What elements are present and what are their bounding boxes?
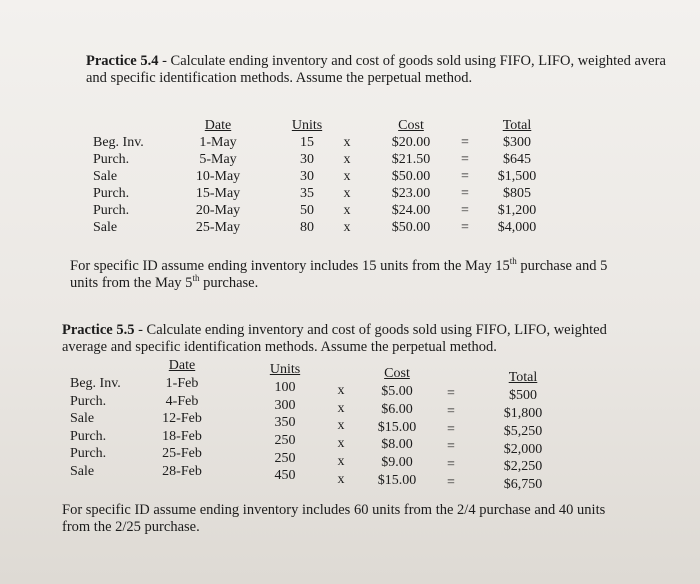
row-label: Purch. (93, 186, 130, 201)
practice-5-5-title: Practice 5.5 (62, 322, 135, 338)
cost-header: Cost (384, 366, 410, 381)
multiply-sign: x (337, 436, 345, 452)
total-cell: $500 (509, 388, 537, 403)
cost-cell: $21.50 (391, 152, 431, 167)
date-header: Date (168, 358, 196, 373)
equals-sign: = (447, 439, 455, 455)
equals-sign: = (447, 457, 455, 473)
row-label: Beg. Inv. (93, 135, 144, 150)
practice-5-5-note (62, 502, 605, 536)
total-cell: $1,200 (497, 203, 537, 218)
date-cell: 12-Feb (162, 411, 202, 427)
multiply-sign: x (343, 203, 351, 218)
units-cell: 80 (300, 220, 314, 235)
total-cell: $805 (503, 186, 531, 201)
row-label: Purch. (93, 203, 130, 218)
cost-cell: $23.00 (391, 186, 431, 201)
cost-cell: $5.00 (381, 384, 413, 399)
total-cell: $1,500 (497, 169, 537, 184)
note-text: For specific ID assume ending inventory includes 15 units from the May 15 (70, 258, 510, 274)
date-cell: 25-May (195, 220, 241, 235)
equals-sign: = (447, 403, 455, 419)
equals-sign: = (447, 475, 455, 490)
practice-5-4-instructions-line2: and specific identification methods. Assume the perpetual method. (86, 70, 473, 86)
practice-5-4-title: Practice 5.4 (86, 53, 159, 69)
note-text: purchase. (199, 275, 259, 291)
note-text: units from the May 5 (70, 275, 193, 291)
equals-sign: = (461, 169, 469, 184)
row-label: Sale (93, 220, 118, 235)
multiply-sign: x (337, 418, 345, 434)
row-label: Purch. (70, 446, 107, 462)
row-label: Beg. Inv. (70, 376, 121, 391)
total-header: Total (502, 118, 532, 133)
date-cell: 20-May (195, 203, 241, 218)
units-cell: 250 (274, 450, 296, 466)
total-cell: $6,750 (503, 477, 543, 493)
units-cell: 450 (274, 468, 296, 484)
date-cell: 1-Feb (165, 376, 199, 391)
ordinal-suffix: th (192, 273, 200, 284)
cost-cell: $8.00 (381, 437, 413, 453)
row-label: Sale (93, 169, 118, 184)
units-cell: 100 (274, 380, 296, 395)
practice-5-4-heading (86, 53, 666, 87)
cost-cell: $6.00 (381, 401, 413, 417)
cost-cell: $9.00 (381, 455, 413, 470)
practice-5-5-heading (62, 322, 607, 356)
total-cell: $2,250 (503, 459, 543, 475)
equals-sign: = (461, 135, 469, 150)
cost-cell: $20.00 (391, 135, 431, 150)
cost-header: Cost (398, 118, 424, 133)
multiply-sign: x (337, 453, 345, 469)
multiply-sign: x (337, 471, 345, 487)
units-cell: 35 (300, 186, 314, 201)
total-cell: $2,000 (503, 441, 543, 457)
units-cell: 50 (300, 203, 314, 218)
date-cell: 4-Feb (165, 393, 199, 409)
cost-cell: $50.00 (391, 220, 431, 235)
date-cell: 15-May (195, 186, 241, 201)
multiply-sign: x (343, 152, 351, 167)
total-cell: $1,800 (503, 405, 543, 421)
units-header: Units (291, 118, 323, 133)
cost-cell: $24.00 (391, 203, 431, 218)
total-cell: $645 (503, 152, 531, 167)
row-label: Sale (70, 411, 95, 427)
total-cell: $4,000 (497, 220, 537, 235)
units-cell: 300 (274, 397, 296, 413)
total-cell: $300 (503, 135, 531, 150)
multiply-sign: x (343, 169, 351, 184)
units-cell: 15 (300, 135, 314, 150)
practice-5-5-instructions-line2: average and specific identification methods. Assume the perpetual method. (62, 339, 497, 355)
multiply-sign: x (343, 186, 351, 201)
units-cell: 250 (274, 432, 296, 448)
row-label: Purch. (70, 428, 107, 444)
date-cell: 25-Feb (162, 446, 202, 462)
cost-cell: $15.00 (377, 472, 417, 488)
equals-sign: = (461, 152, 469, 167)
date-cell: 28-Feb (162, 464, 202, 479)
units-cell: 350 (274, 415, 296, 431)
note-text: purchase and 5 (516, 258, 608, 274)
total-header: Total (508, 370, 538, 385)
cost-cell: $50.00 (391, 169, 431, 184)
date-cell: 10-May (195, 169, 241, 184)
equals-sign: = (461, 220, 469, 235)
equals-sign: = (447, 421, 455, 437)
practice-5-4-instructions: - Calculate ending inventory and cost of goods sold using FIFO, LIFO, weighted avera (158, 53, 666, 69)
multiply-sign: x (343, 135, 351, 150)
date-cell: 5-May (199, 152, 237, 167)
date-cell: 1-May (199, 135, 237, 150)
total-cell: $5,250 (503, 423, 543, 439)
equals-sign: = (461, 203, 469, 218)
date-header: Date (204, 118, 232, 133)
equals-sign: = (461, 186, 469, 201)
note-text: For specific ID assume ending inventory includes 60 units from the 2/4 purchase and 40 units (62, 502, 606, 518)
multiply-sign: x (337, 400, 345, 416)
multiply-sign: x (337, 383, 345, 398)
ordinal-suffix: th (509, 256, 517, 267)
row-label: Purch. (93, 152, 130, 167)
row-label: Sale (70, 464, 95, 479)
multiply-sign: x (343, 220, 351, 235)
cost-cell: $15.00 (377, 419, 417, 435)
units-cell: 30 (300, 152, 314, 167)
units-header: Units (269, 362, 301, 377)
date-cell: 18-Feb (162, 428, 202, 444)
units-cell: 30 (300, 169, 314, 184)
practice-5-4-note (70, 258, 607, 292)
practice-5-5-instructions: - Calculate ending inventory and cost of goods sold using FIFO, LIFO, weighted (134, 322, 607, 338)
equals-sign: = (447, 386, 455, 401)
row-label: Purch. (70, 393, 107, 409)
note-text: from the 2/25 purchase. (62, 519, 200, 535)
